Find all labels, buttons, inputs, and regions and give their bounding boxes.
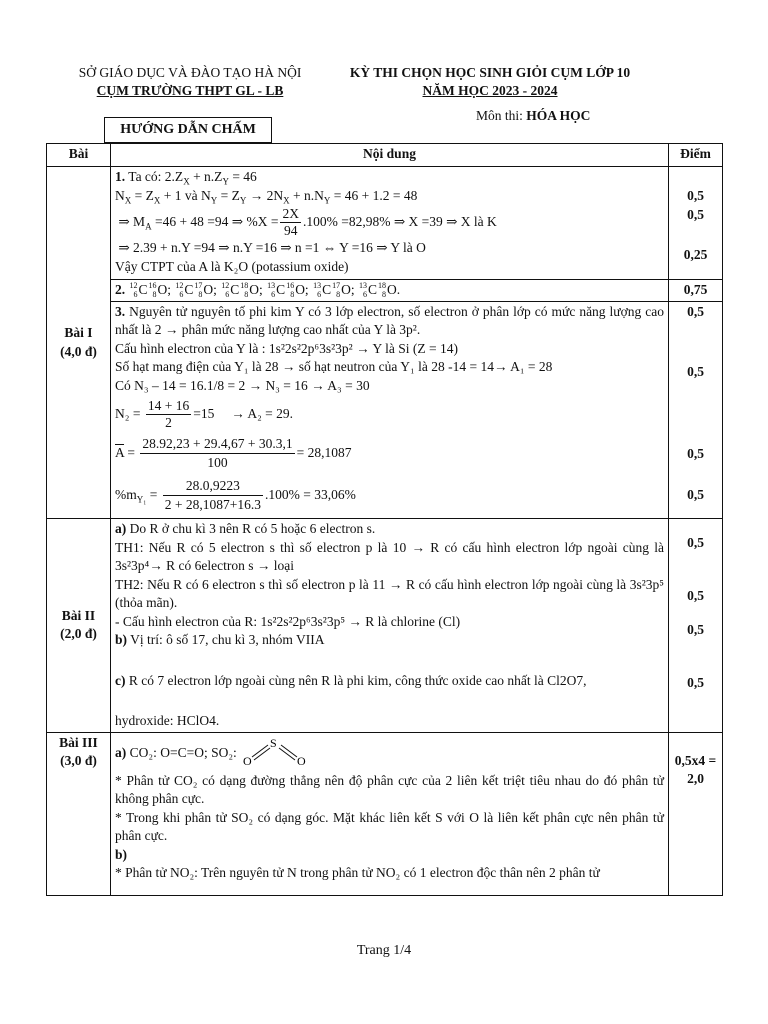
bai1-label-cell: Bài I (4,0 đ) <box>47 167 111 519</box>
header-right <box>340 64 640 100</box>
table-row <box>47 301 723 519</box>
table-header-row <box>47 144 723 167</box>
svg-text:O: O <box>297 754 306 769</box>
svg-text:O: O <box>243 754 252 769</box>
header-left <box>40 64 340 100</box>
bai1-q1-score: 0,5 0,5 0,25 <box>669 167 723 280</box>
svg-text:S: S <box>270 736 277 751</box>
department-name: SỞ GIÁO DỤC VÀ ĐÀO TẠO HÀ NỘI <box>78 65 302 80</box>
cluster-name: CỤM TRƯỜNG THPT GL - LB <box>96 83 284 98</box>
subject-line: Môn thi: HÓA HỌC <box>476 108 591 123</box>
bai1-q3-content: 3. Nguyên tử nguyên tố phi kim Y có 3 lớp electron, số electron ở phân lớp có mức năng lượng cao nhất là 2 → phân mức năng lượng cao nhất của Y là 3p². Cấu hình electron của Y là : 1s²2s²2p⁶3s²3p² → Y là Si (Z = 14) Số hạt mang điện của Y₁ là 28 → số hạt neutron của Y₁ là 28 -14 = 14→ A₁ = 28 Có N₃ – 14 = 16.1/8 = 2 → N₃ = 16 → A₃ = 30 N₂ = $\frac{14 + 16}{2}$ =15 → A₂ = 29. $\overline{A}$ = $\frac{28.92,23 + 29.4,67 + 30.3,1}{100}$ = 28,1087 $\%m_{Y_1}$ = $\frac{28.0,9223}{2 + 28,1087+16.3}$ .100% = 33,06% <box>111 301 669 519</box>
bai1-q2-content: 2. 12 6 C 16 8 O; 12 6 C 17 8 O; 12 6 C 18 8 O; 13 6 C 16 8 O; 13 6 C 17 8 O; 13 6 C 18 8 O. <box>111 280 669 302</box>
bai2-score: 0,5 0,5 0,5 0,5 <box>669 519 723 733</box>
grading-title: HƯỚNG DẪN CHẤM <box>104 117 272 143</box>
bai1-q3-score: 0,5 0,5 0,5 0,5 <box>669 301 723 519</box>
bai2-content: a) Do R ở chu kì 3 nên R có 5 hoặc 6 electron s. TH1: Nếu R có 5 electron s thì số electron p là 10 → R có cấu hình electron lớp ngoài cùng là 3s²3p⁴→ R có 6electron s → loại TH2: Nếu R có 6 electron s thì số electron p là 11 → R có cấu hình electron lớp ngoài cùng là 3s²3p⁵ (thỏa mãn). - Cấu hình electron của R: 1s²2s²2p⁶3s²3p⁵ → R là chlorine (Cl) b) Vị trí: ô số 17, chu kì 3, nhóm VIIA c) R có 7 electron lớp ngoài cùng nên R là phi kim, công thức oxide cao nhất là Cl2O7, hydroxide: HClO4. <box>111 519 669 733</box>
bai3-content: a) CO₂: O=C=O; SO₂: S O O * Phân tử CO₂ có dạng đường thẳng nên độ phân cực của 2 liên kết triệt tiêu nhau do đó phân tử không phân cực. * Trong khi phân tử SO₂ có dạng góc. Mặt khác liên kết S với O là liên kết phân cực nên phân tử phân cực. b) * Phân tử NO₂: Trên nguyên tử N trong phân tử NO₂ có 1 electron độc thân nên 2 phân tử <box>111 732 669 895</box>
exam-title: KỲ THI CHỌN HỌC SINH GIỎI CỤM LỚP 10 <box>349 65 631 80</box>
grading-table <box>46 143 723 896</box>
school-year: NĂM HỌC 2023 - 2024 <box>422 83 558 98</box>
table-row <box>47 280 723 302</box>
bai1-q2-score: 0,75 <box>669 280 723 302</box>
table-row <box>47 519 723 733</box>
col-header-content: Nội dung <box>111 144 669 167</box>
bai3-label-cell: Bài III (3,0 đ) <box>47 732 111 895</box>
page-number: Trang 1/4 <box>356 943 412 958</box>
table-row <box>47 167 723 280</box>
table-row <box>47 732 723 895</box>
bai3-score: 0,5x4 = 2,0 <box>669 732 723 895</box>
bai2-label-cell: Bài II (2,0 đ) <box>47 519 111 733</box>
so2-structure <box>240 735 310 771</box>
subject-name: HÓA HỌC <box>526 108 591 123</box>
bai1-q1-content: 1. Ta có: $2.Z_X + n.Z_Y = 46$ $N_X = Z_X + 1$ và $N_Y = Z_Y \to 2N_X + n.N_Y = 46 + 1.2 = 48$ ⇒ $M_A =46 + 48 =94$ ⇒ %X = $\frac{2X}{94}$ .100% =82,98% ⇒ X =39 ⇒ X là K ⇒ 2.39 + n.Y =94 ⇒ n.Y =16 ⇒ n =1 ⇔ Y =16 ⇒ Y là O Vậy CTPT của A là K₂O (potassium oxide) <box>111 167 669 280</box>
col-header-score: Điểm <box>669 144 723 167</box>
col-header-bai: Bài <box>47 144 111 167</box>
